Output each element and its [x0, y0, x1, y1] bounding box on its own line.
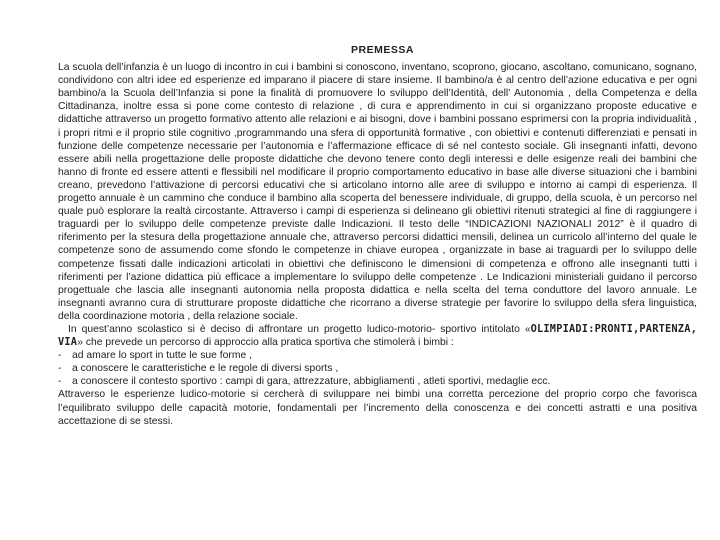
list-item — [58, 349, 697, 362]
list-item-text: a conoscere le caratteristiche e le regole di diversi sports , — [72, 363, 339, 375]
project-title: OLIMPIADI:PRONTI,PARTENZA, VIA — [58, 322, 697, 349]
project-outro-text: » che prevede un percorso di approccio alla pratica sportiva che stimolerà i bimbi : — [77, 337, 454, 349]
aims-list — [58, 349, 697, 388]
list-dash: - — [58, 350, 62, 362]
document-page — [58, 44, 697, 428]
paragraph-premise: La scuola dell’infanzia è un luogo di incontro in cui i bambini si conoscono, inventano, scoprono, giocano, ascoltano, comunicano, sognano, condividono con altri idee ed esperienze ed imparano il piacere di stare insieme. Il bambino/a è al centro dell’azione educativa e per ogni bambino/a la Scuola dell’Infanzia si pone la finalità di promuovere lo sviluppo dell’Identità, dell’ Autonomia , della Competenza e della Cittadinanza, inoltre essa si pone come contesto di relazione , di cura e apprendimento in cui si organizzano proposte educative e didattiche attraverso un progetto formativo attento alle relazioni e ai bisogni, dove i bambini possano esprimersi con la propria individualità , i propri ritmi e il proprio stile cognitivo ,programmando una sfera di opportunità formative , con obiettivi e contenuti differenziati e pensati in funzione delle competenze necessarie per l’autonomia e l’affermazione efficace di sé nel contesto sociale. Gli insegnanti infatti, devono essere abili nella progettazione delle proposte didattiche che devono tenere conto degli interessi e delle esigenze reali dei bambini che hanno di fronte ed essere attenti e flessibili nel modificare il proprio comportamento educativo in base alle diverse situazioni che i bambini creano, prevedono l’attivazione di percorsi educativi che si articolano intorno alle aree di sviluppo e intorno ai campi di esperienza. Il progetto annuale è un cammino che conduce il bambino alla scoperta del benessere individuale, di gruppo, della scuola, è un percorso nel quale può esplorare la realtà circostante. Attraverso i campi di esperienza si delineano gli obiettivi ritenuti strategici al fine di raggiungere i traguardi per lo sviluppo delle competenze previste dalle Indicazioni. Il testo delle “INDICAZIONI NAZIONALI 2012” è il quadro di riferimento per la stesura della progettazione annuale che, attraverso percorsi didattici mensili, delinea un curricolo all’interno del quale le competenze sono de assumendo come sfondo le competenze in chiave europea , organizzate in base ai traguardi per lo sviluppo delle competenze fissati dalle indicazioni articolati in obiettivi che definiscono le dimensioni di competenza e offrono alle insegnanti tutti i riferimenti per l’azione didattica più efficace a implementare lo sviluppo delle competenze . Le Indicazioni ministeriali guidano il percorso progettuale che lascia alle insegnanti autonomia nella proposta didattica e nella scelta del tema conduttore del lavoro annuale. Le insegnanti avranno cura di strutturare proposte didattiche che ricorrano a diverse strategie per favorire lo sviluppo della sfera linguistica, della coordinazione motoria , della relazione sociale. — [58, 62, 697, 322]
project-intro-text: In quest’anno scolastico si è deciso di affrontare un progetto ludico-motorio- sportivo intitolato « — [68, 323, 531, 335]
list-item — [58, 362, 697, 375]
paragraph-project — [58, 323, 697, 349]
list-item-text: ad amare lo sport in tutte le sue forme , — [72, 350, 252, 362]
paragraph-conclusion: Attraverso le esperienze ludico-motorie si cercherà di sviluppare nei bimbi una corretta percezione del proprio corpo che favorisca l’equilibrato sviluppo delle capacità motorie, fondamentali per l’incremento della conoscenza e dei concetti astratti e una positiva accettazione di se stessi. — [58, 389, 697, 427]
list-dash: - — [58, 363, 62, 375]
list-item — [58, 375, 697, 388]
document-title: PREMESSA — [351, 44, 414, 56]
list-item-text: a conoscere il contesto sportivo : campi di gara, attrezzature, abbigliamenti , atleti sportivi, medaglie ecc. — [72, 376, 551, 388]
list-dash: - — [58, 376, 62, 388]
